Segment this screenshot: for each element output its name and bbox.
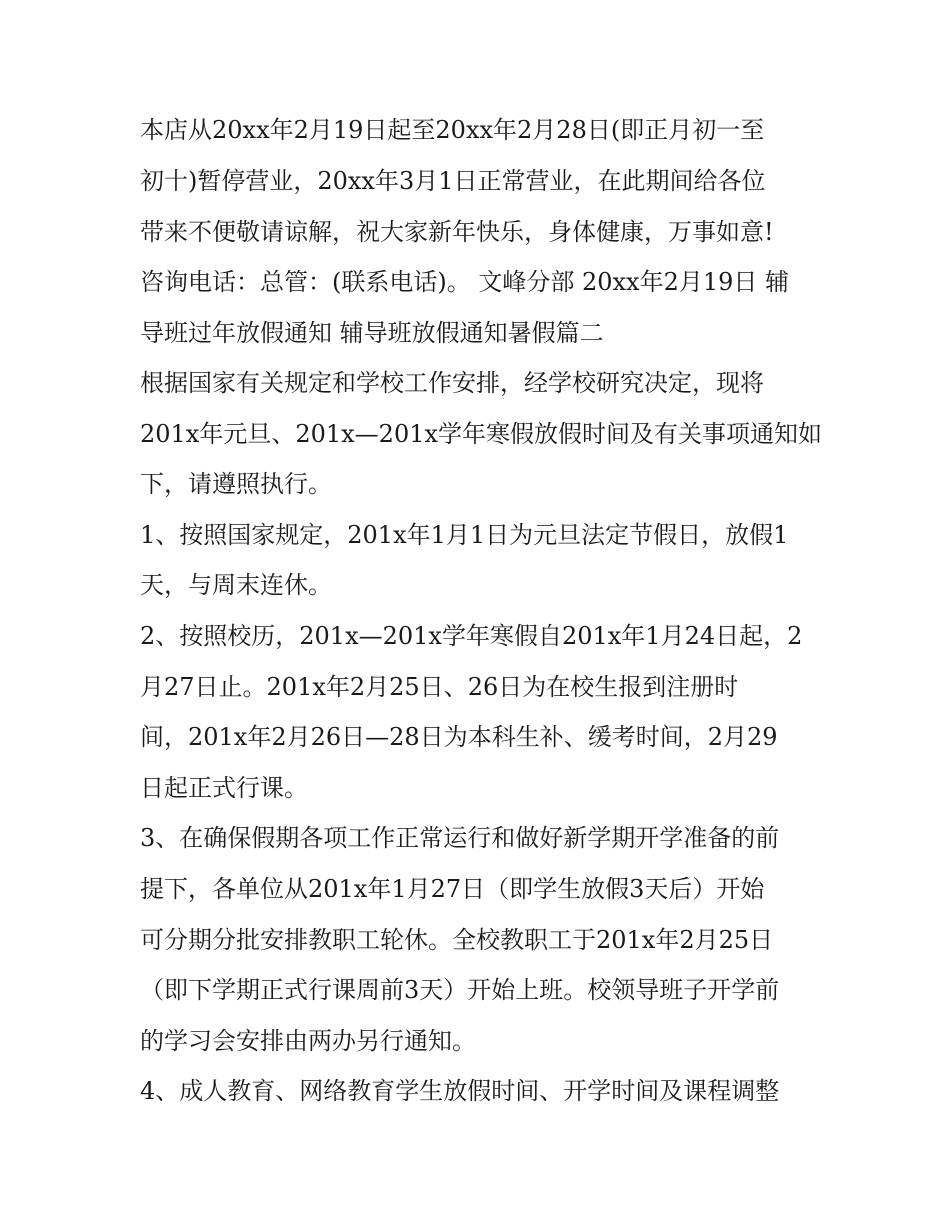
- text-line: 月27日止。201x年2月25日、26日为在校生报到注册时: [140, 673, 739, 701]
- text-line: 的学习会安排由两办另行通知。: [140, 1027, 476, 1055]
- text-line: 天，与周末连休。: [140, 571, 332, 599]
- text-line: 201x年元旦、201x—201x学年寒假放假时间及有关事项通知如: [140, 420, 823, 448]
- text-line: 本店从20xx年2月19日起至20xx年2月28日(即正月初一至: [140, 116, 765, 144]
- text-line: 根据国家有关规定和学校工作安排，经学校研究决定，现将: [140, 369, 764, 397]
- text-line: 间，201x年2月26日—28日为本科生补、缓考时间，2月29: [140, 723, 778, 751]
- text-line: 4、成人教育、网络教育学生放假时间、开学时间及课程调整: [140, 1077, 780, 1105]
- text-line: 1、按照国家规定，201x年1月1日为元旦法定节假日，放假1: [140, 521, 789, 549]
- text-line: 初十)暂停营业，20xx年3月1日正常营业，在此期间给各位: [140, 167, 766, 195]
- text-line: 带来不便敬请谅解，祝大家新年快乐，身体健康，万事如意!: [140, 218, 774, 246]
- text-line: 3、在确保假期各项工作正常运行和做好新学期开学准备的前: [140, 824, 780, 852]
- text-line: 提下，各单位从201x年1月27日（即学生放假3天后）开始: [140, 875, 765, 903]
- text-line: 下，请遵照执行。: [140, 470, 332, 498]
- text-line: 可分期分批安排教职工轮休。全校教职工于201x年2月25日: [140, 926, 774, 954]
- text-line: （即下学期正式行课周前3天）开始上班。校领导班子开学前: [140, 976, 780, 1004]
- text-line: 日起正式行课。: [140, 774, 308, 802]
- text-line: 2、按照校历，201x—201x学年寒假自201x年1月24日起，2: [140, 622, 803, 650]
- text-line: 咨询电话：总管：(联系电话)。 文峰分部 20xx年2月19日 辅: [140, 268, 790, 296]
- text-line: 导班过年放假通知 辅导班放假通知暑假篇二: [140, 319, 604, 347]
